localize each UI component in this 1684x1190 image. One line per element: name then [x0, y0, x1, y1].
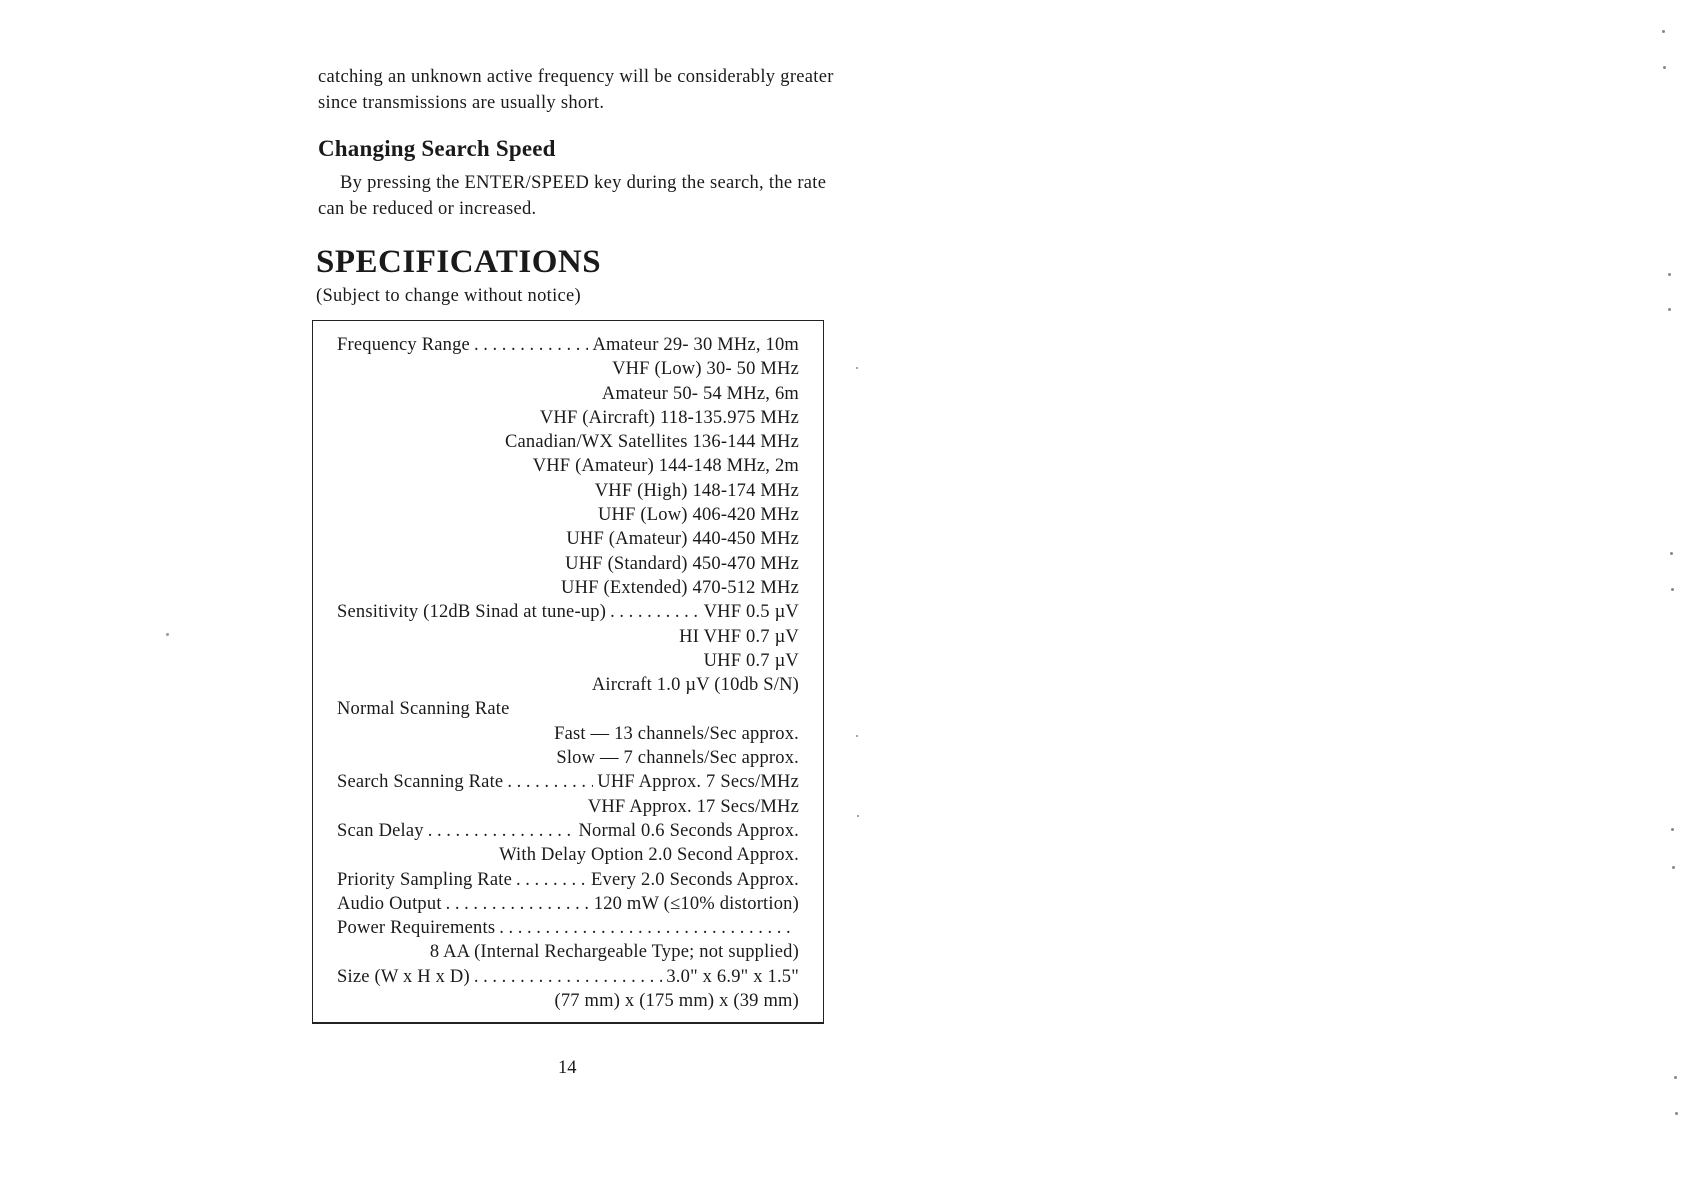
scan-speck	[1668, 273, 1671, 276]
scan-speck	[856, 367, 858, 369]
spec-row	[337, 454, 799, 478]
audio-output-value: 120 mW (≤10% distortion)	[593, 893, 799, 914]
spec-row	[337, 503, 799, 527]
power-requirements-value: 8 AA (Internal Rechargeable Type; not supplied)	[429, 942, 799, 963]
sensitivity-value: UHF 0.7 µV	[703, 650, 799, 671]
spec-row	[337, 940, 799, 964]
leader-dots	[474, 333, 588, 357]
leader-dots	[428, 819, 575, 843]
scan-speck	[856, 735, 858, 737]
size-label: Size (W x H x D)	[337, 966, 470, 987]
audio-output-label: Audio Output	[337, 893, 442, 914]
scan-speck	[1672, 866, 1675, 869]
spec-row-power-requirements	[337, 916, 799, 940]
frequency-band: VHF (Amateur) 144-148 MHz, 2m	[532, 456, 799, 477]
spec-row-priority-sampling-rate	[337, 868, 799, 892]
specifications-note: (Subject to change without notice)	[316, 286, 582, 306]
specifications-heading: SPECIFICATIONS	[316, 244, 602, 280]
leader-dots	[446, 892, 590, 916]
normal-scanning-rate-value: Slow — 7 channels/Sec approx.	[556, 748, 799, 769]
scan-delay-value: Normal 0.6 Seconds Approx.	[578, 820, 799, 841]
scan-delay-value: With Delay Option 2.0 Second Approx.	[499, 845, 799, 866]
spec-list	[337, 333, 799, 1013]
scan-speck	[1674, 1076, 1677, 1079]
frequency-band: UHF (Low) 406-420 MHz	[598, 505, 799, 526]
size-metric-value: (77 mm) x (175 mm) x (39 mm)	[554, 991, 799, 1012]
scan-speck	[1662, 30, 1665, 33]
scan-speck	[1675, 1112, 1678, 1115]
sensitivity-value: HI VHF 0.7 µV	[679, 626, 799, 647]
normal-scanning-rate-label: Normal Scanning Rate	[337, 699, 510, 720]
leader-dots	[516, 868, 587, 892]
spec-row	[337, 576, 799, 600]
search-scanning-rate-label: Search Scanning Rate	[337, 772, 504, 793]
frequency-band: Canadian/WX Satellites 136-144 MHz	[504, 432, 799, 453]
spec-row	[337, 649, 799, 673]
frequency-range-label: Frequency Range	[337, 335, 470, 355]
normal-scanning-rate-value: Fast — 13 channels/Sec approx.	[554, 723, 799, 744]
spec-row	[337, 673, 799, 697]
spec-row	[337, 479, 799, 503]
specifications-table	[312, 320, 824, 1024]
leader-dots	[474, 965, 663, 989]
frequency-band: Amateur 50- 54 MHz, 6m	[601, 383, 799, 404]
spec-row-size	[337, 965, 799, 989]
spec-row	[337, 795, 799, 819]
spec-row-frequency-range	[337, 333, 799, 357]
frequency-band: VHF (Low) 30- 50 MHz	[612, 359, 799, 380]
intro-text: catching an unknown active frequency will be considerably greater since transmissions are usually short.	[318, 67, 834, 113]
frequency-band: Amateur 29- 30 MHz, 10m	[592, 335, 799, 355]
spec-row	[337, 746, 799, 770]
page-number: 14	[558, 1058, 577, 1078]
spec-row	[337, 552, 799, 576]
frequency-band: UHF (Extended) 470-512 MHz	[561, 577, 799, 598]
scan-speck	[1663, 66, 1666, 69]
scan-speck	[166, 633, 169, 636]
spec-row	[337, 382, 799, 406]
priority-sampling-rate-label: Priority Sampling Rate	[337, 869, 513, 890]
spec-row	[337, 989, 799, 1013]
leader-dots	[507, 770, 593, 794]
spec-row	[337, 722, 799, 746]
leader-dots	[499, 916, 795, 940]
frequency-band: VHF (Aircraft) 118-135.975 MHz	[539, 407, 799, 428]
spec-row-audio-output	[337, 892, 799, 916]
search-speed-body: By pressing the ENTER/SPEED key during the search, the rate can be reduced or increased.	[318, 173, 827, 219]
scan-speck	[857, 815, 859, 817]
search-scanning-rate-value: UHF Approx. 7 Secs/MHz	[597, 772, 799, 793]
sensitivity-value: VHF 0.5 µV	[703, 602, 799, 623]
power-requirements-label: Power Requirements	[337, 918, 496, 939]
spec-row-normal-scanning-rate	[337, 697, 799, 721]
sensitivity-value: Aircraft 1.0 µV (10db S/N)	[591, 675, 799, 696]
search-scanning-rate-value: VHF Approx. 17 Secs/MHz	[587, 796, 799, 817]
priority-sampling-rate-value: Every 2.0 Seconds Approx.	[591, 869, 799, 890]
spec-row	[337, 625, 799, 649]
spec-row	[337, 406, 799, 430]
frequency-band: VHF (High) 148-174 MHz	[594, 480, 799, 501]
spec-row-sensitivity	[337, 600, 799, 624]
search-speed-heading: Changing Search Speed	[318, 136, 556, 161]
spec-row	[337, 843, 799, 867]
spec-row-scan-delay	[337, 819, 799, 843]
leader-dots	[610, 600, 700, 624]
size-value: 3.0" x 6.9" x 1.5"	[666, 966, 799, 987]
spec-row	[337, 430, 799, 454]
frequency-band: UHF (Amateur) 440-450 MHz	[566, 529, 799, 550]
scan-speck	[1671, 828, 1674, 831]
frequency-band: UHF (Standard) 450-470 MHz	[565, 553, 799, 574]
spec-row	[337, 527, 799, 551]
intro-paragraph	[318, 64, 838, 116]
sensitivity-label: Sensitivity (12dB Sinad at tune-up)	[337, 602, 607, 623]
scan-speck	[1668, 308, 1671, 311]
scan-speck	[1670, 552, 1673, 555]
scan-speck	[1671, 588, 1674, 591]
spec-row	[337, 357, 799, 381]
spec-row-search-scanning-rate	[337, 770, 799, 794]
scan-delay-label: Scan Delay	[337, 820, 424, 841]
